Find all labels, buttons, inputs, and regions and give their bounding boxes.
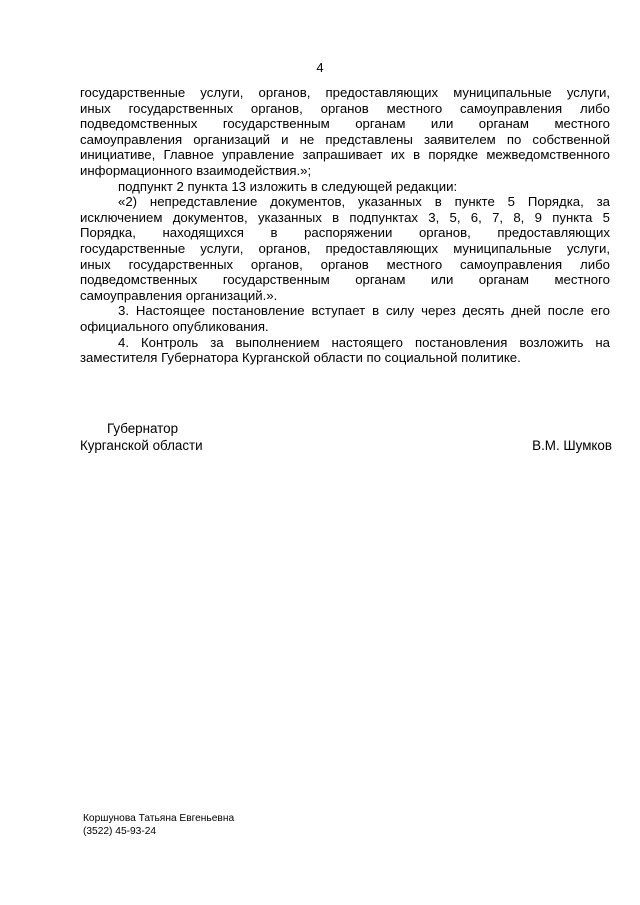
body-line: государственные услуги, органов, предоставляющих муниципальные услуги,: [80, 240, 610, 256]
signature-row: [80, 437, 612, 454]
body-line: иных государственных органов, органов местного самоуправления либо: [80, 256, 610, 272]
signature-block: [80, 420, 612, 454]
footer-contact: [83, 812, 234, 838]
signature-title: Губернатор: [107, 421, 179, 436]
body-line: Порядка, находящихся в распоряжении органов, предоставляющих: [80, 225, 610, 241]
body-line: исключением документов, указанных в подпунктах 3, 5, 6, 7, 8, 9 пункта 5: [80, 209, 610, 225]
body-line: государственные услуги, органов, предоставляющих муниципальные услуги,: [80, 85, 610, 100]
body-line: официального опубликования.: [80, 318, 269, 334]
body-line: подведомственных государственным органам или органам местного: [80, 116, 610, 132]
body-line: самоуправления организаций.».: [80, 287, 278, 303]
body-line: 4. Контроль за выполнением настоящего постановления возложить на: [118, 334, 610, 350]
body-line: заместителя Губернатора Курганской области по социальной политике.: [80, 350, 521, 366]
signature-name: В.М. Шумков: [532, 438, 612, 453]
document-body: [80, 85, 610, 366]
body-line: подведомственных государственным органам или органам местного: [80, 272, 610, 288]
body-line: 3. Настоящее постановление вступает в силу через десять дней после его: [118, 303, 610, 319]
body-line: самоуправления организаций и не представлены заявителем по собственной: [80, 131, 610, 147]
body-line: иных государственных органов, органов местного самоуправления либо: [80, 100, 610, 116]
contact-name: Коршунова Татьяна Евгеньевна: [83, 813, 235, 824]
body-line: «2) непредставление документов, указанных в пункте 5 Порядка, за: [118, 194, 610, 210]
body-line: информационного взаимодействия.»;: [80, 162, 312, 178]
contact-phone: (3522) 45-93-24: [83, 826, 157, 837]
body-line: подпункт 2 пункта 13 изложить в следующей редакции:: [118, 178, 458, 194]
body-line: инициативе, Главное управление запрашивает их в порядке межведомственного: [80, 147, 610, 163]
signature-region: Курганской области: [80, 438, 203, 453]
page-number: 4: [316, 60, 324, 75]
